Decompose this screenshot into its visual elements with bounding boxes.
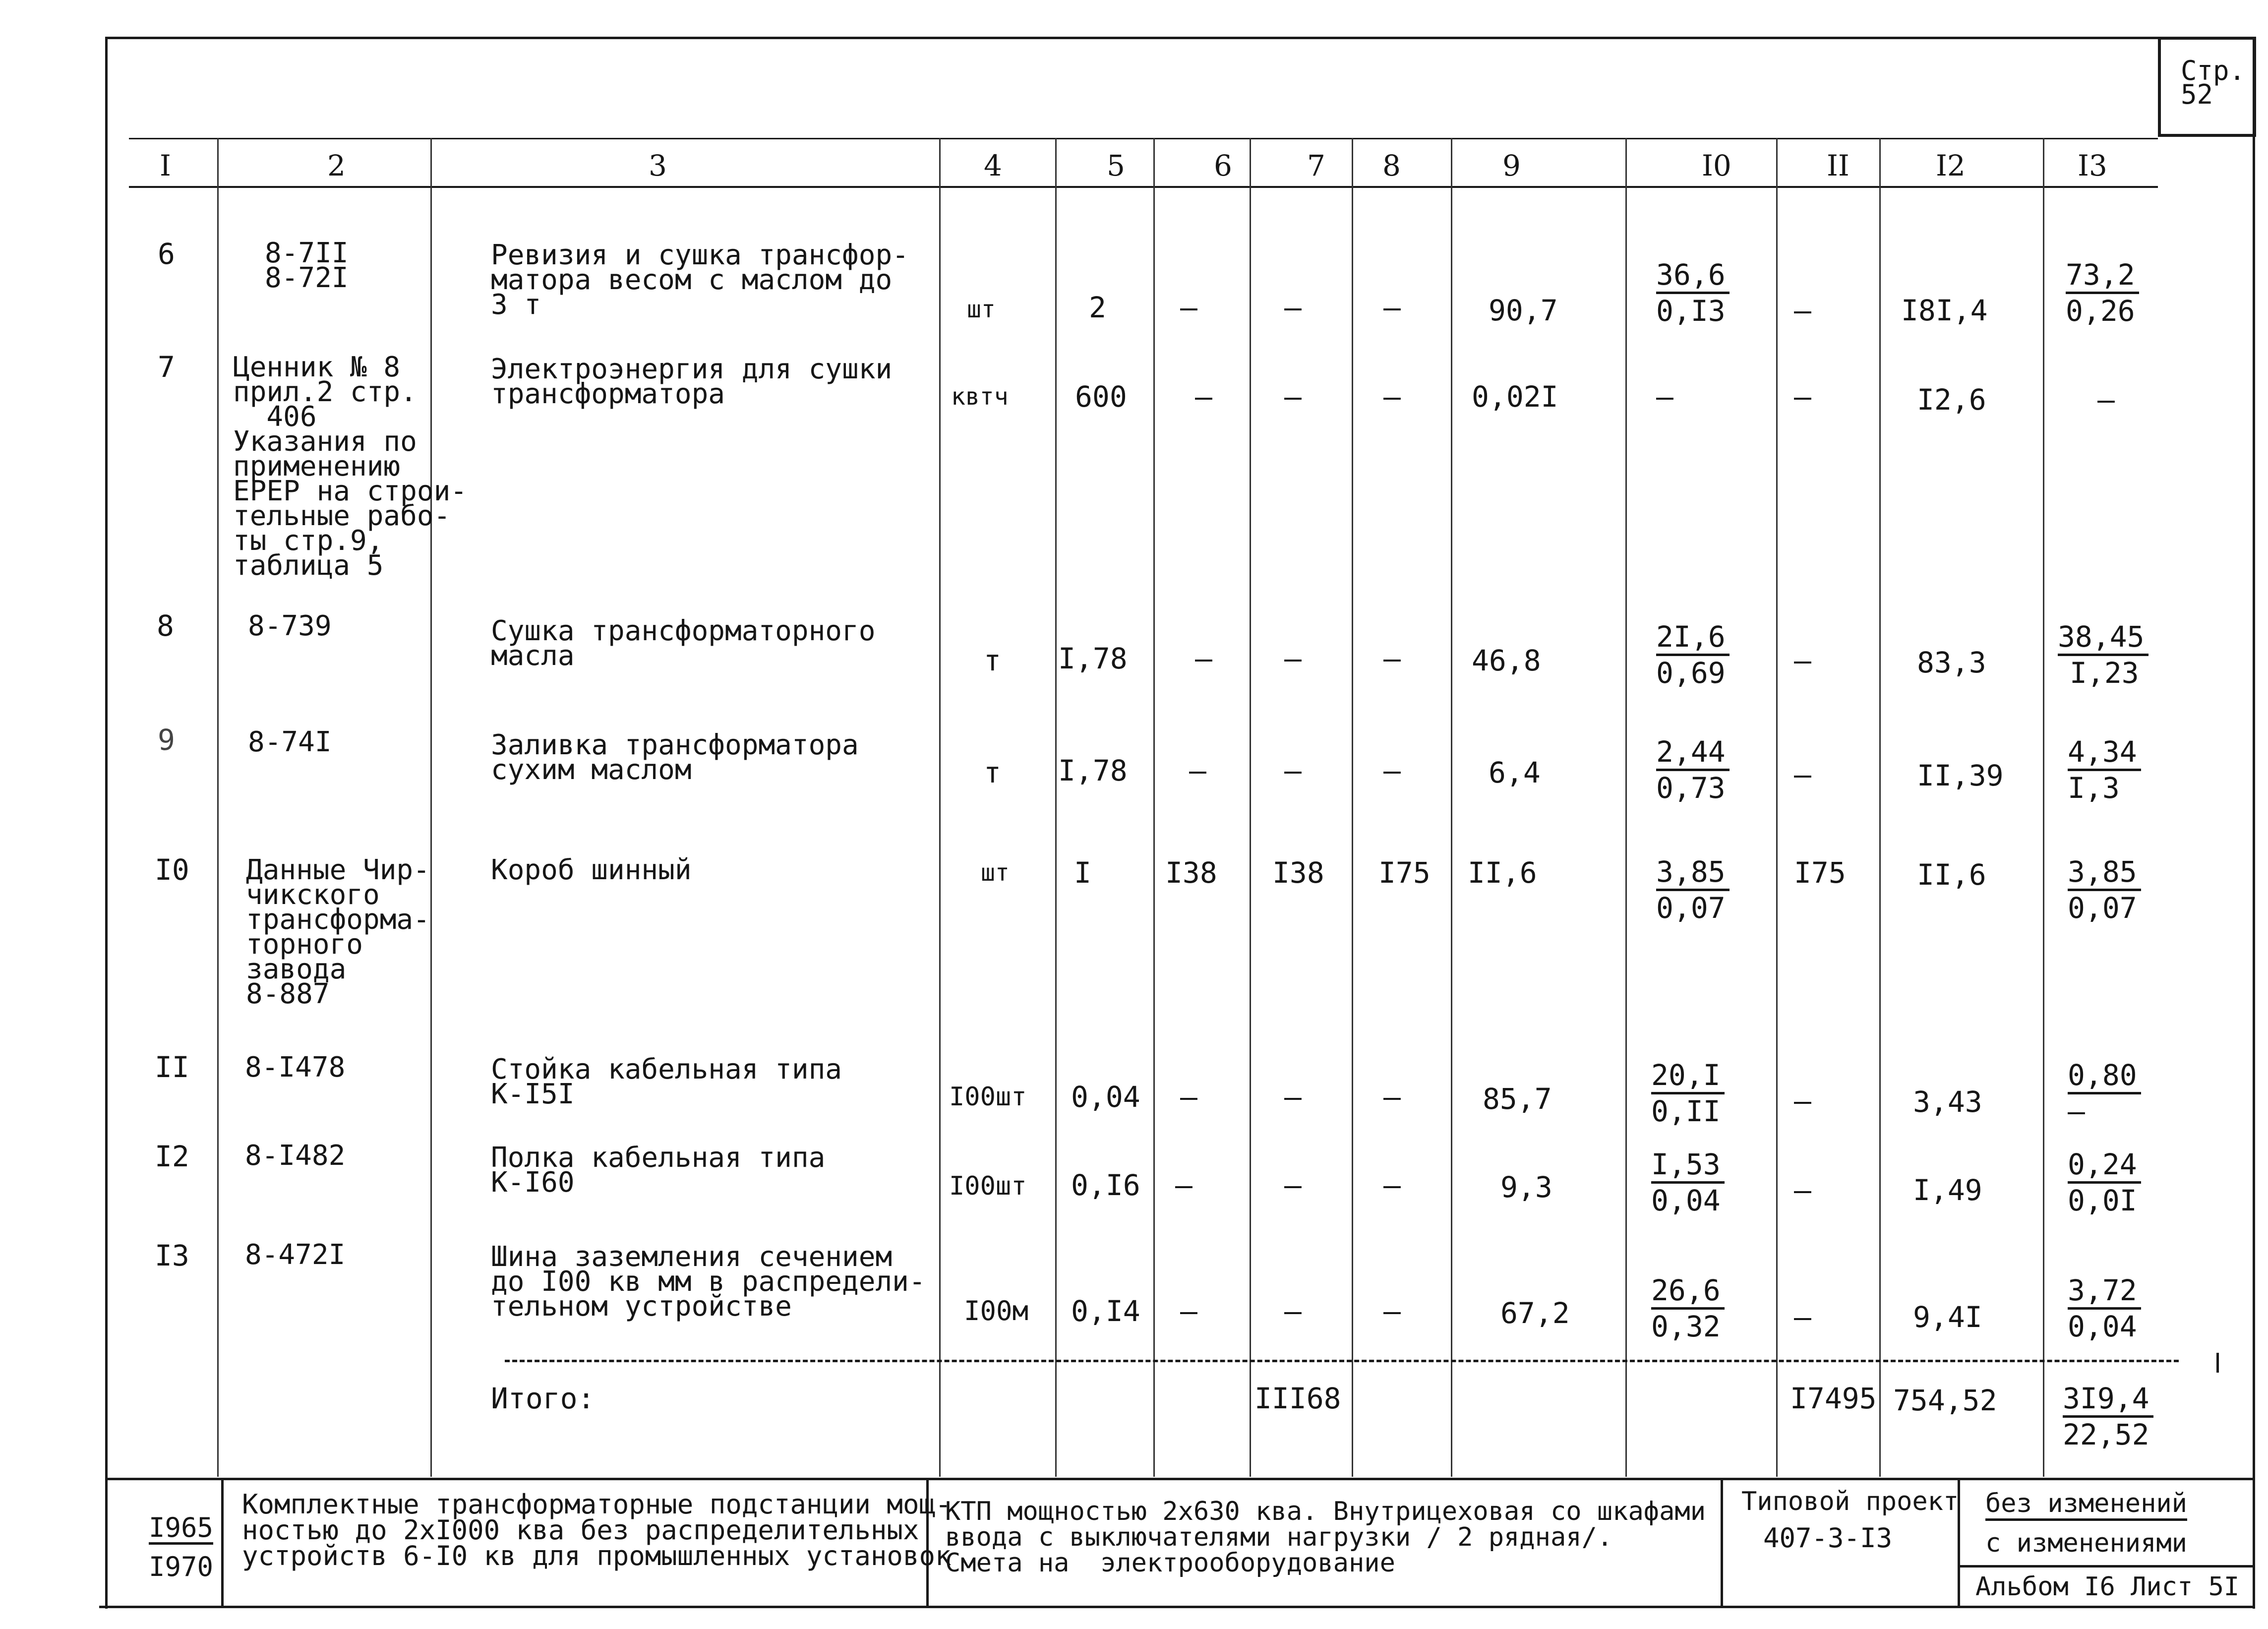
- footer-subject: КТП мощностью 2х630 ква. Внутрицеховая со шкафами ввода с выключателями нагрузки / 2 рядная/. Смета на электрооборудование: [945, 1497, 1706, 1578]
- total-label: Итого:: [491, 1382, 595, 1415]
- row-description: Короб шинный: [491, 854, 692, 886]
- row-c6: I38: [1165, 856, 1217, 890]
- row-c6: —: [1175, 1168, 1193, 1202]
- row-c10-fraction: [1656, 735, 1730, 805]
- row-c13-fraction: [2068, 1147, 2141, 1217]
- row-c6: –: [1180, 1080, 1197, 1114]
- row-c9: 6,4: [1489, 756, 1541, 789]
- col-header-12: I2: [1936, 149, 1966, 182]
- row-c11: –: [1794, 294, 1811, 327]
- row-description: Ревизия и сушка трансфор- матора весом с маслом до 3 т: [491, 239, 909, 321]
- row-c12: I8I,4: [1901, 294, 1988, 327]
- row-c9: II,6: [1468, 856, 1537, 890]
- col-sep-7: [1352, 138, 1353, 1477]
- col-sep-4: [1055, 138, 1057, 1477]
- row-unit: I00шт: [949, 1171, 1027, 1201]
- row-c10-fraction: [1651, 1273, 1725, 1343]
- row-qty: I,78: [1058, 642, 1128, 675]
- row-c7: –: [1284, 1080, 1302, 1114]
- row-c11: I75: [1794, 856, 1846, 890]
- total-c13-top: 3I9,4: [2063, 1382, 2153, 1418]
- row-c8: –: [1383, 1168, 1401, 1202]
- row-c13-top: 0,80: [2068, 1058, 2141, 1094]
- frame-bottom: [99, 1606, 2255, 1608]
- row-unit: т: [984, 644, 1001, 677]
- row-c7: I38: [1272, 856, 1324, 890]
- row-c12: I2,6: [1917, 383, 1986, 417]
- col-header-8: 8: [1382, 149, 1401, 182]
- row-qty: 0,I4: [1071, 1294, 1140, 1328]
- footer-project-number: 407-3-I3: [1763, 1522, 1893, 1554]
- row-unit: I00шт: [949, 1082, 1027, 1112]
- row-c10: –: [1656, 380, 1673, 414]
- row-c10-bottom: 0,32: [1651, 1310, 1721, 1343]
- row-description: Стойка кабельная типа К-I5I: [491, 1053, 842, 1110]
- row-code: 8-472I: [245, 1239, 346, 1271]
- row-c13-bottom: 0,0I: [2068, 1184, 2137, 1217]
- row-c8: –: [1383, 642, 1401, 675]
- row-code: Данные Чир- чикского трансформа- торного завода 8-887: [246, 854, 430, 1010]
- row-c13-top: 73,2: [2066, 258, 2139, 294]
- row-c13: –: [2097, 383, 2115, 417]
- footer-title: Комплектные трансформаторные подстанции мощ- ностью до 2хI000 ква без распределительных устройств 6-I0 кв для промышленных установок: [242, 1489, 952, 1571]
- total-c7: III68: [1254, 1382, 1341, 1415]
- col-sep-1: [217, 138, 219, 1477]
- row-c9: 67,2: [1500, 1296, 1570, 1330]
- row-number: 6: [158, 237, 175, 271]
- row-c13-bottom: 0,07: [2068, 891, 2137, 925]
- col-header-5: 5: [1107, 149, 1125, 182]
- col-header-13: I3: [2078, 149, 2107, 182]
- col-header-3: 3: [649, 149, 667, 182]
- row-c13-fraction: [2068, 855, 2141, 925]
- row-c13-bottom: 0,26: [2066, 294, 2135, 328]
- row-description: Полка кабельная типа К-I60: [491, 1142, 826, 1199]
- row-number: II: [155, 1050, 189, 1084]
- row-description: Заливка трансформатора сухим маслом: [491, 729, 859, 786]
- page-number: 52: [2181, 79, 2213, 110]
- row-c11: –: [1794, 644, 1811, 677]
- row-c12: II,6: [1917, 858, 1986, 892]
- row-c7: –: [1284, 291, 1302, 324]
- row-c7: –: [1284, 642, 1302, 675]
- row-number: I2: [155, 1140, 189, 1173]
- row-c10-fraction: [1656, 258, 1730, 328]
- col-sep-3: [939, 138, 941, 1477]
- row-qty: 0,I6: [1071, 1168, 1140, 1202]
- row-qty: 2: [1089, 291, 1106, 324]
- row-number: 7: [158, 350, 175, 384]
- frame-left: [105, 37, 108, 1609]
- row-c10-top: I,53: [1651, 1147, 1725, 1184]
- row-c8: –: [1383, 380, 1401, 414]
- col-header-10: I0: [1702, 149, 1731, 182]
- row-c10-fraction: [1656, 855, 1730, 925]
- row-c13-bottom: I,3: [2068, 771, 2120, 805]
- row-c13-top: 38,45: [2058, 620, 2149, 656]
- row-c11: –: [1794, 758, 1811, 791]
- row-qty: I,78: [1058, 754, 1128, 787]
- footer-sep-3: [1721, 1478, 1723, 1607]
- row-c11: –: [1794, 380, 1811, 414]
- row-c7: –: [1284, 1294, 1302, 1328]
- total-separator: [505, 1360, 2179, 1362]
- row-c10-bottom: 0,07: [1656, 891, 1726, 925]
- col-sep-8: [1451, 138, 1452, 1477]
- row-c6: –: [1195, 642, 1212, 675]
- col-sep-9: [1625, 138, 1627, 1477]
- row-code: 8-74I: [248, 726, 332, 758]
- row-c12: 9,4I: [1913, 1300, 1982, 1334]
- col-sep-6: [1250, 138, 1251, 1477]
- row-c13-bottom: I,23: [2070, 656, 2139, 690]
- row-c10-top: 20,I: [1651, 1058, 1725, 1094]
- row-c13-fraction: [2068, 1058, 2141, 1128]
- row-c9: 85,7: [1483, 1082, 1552, 1116]
- row-c7: –: [1284, 380, 1302, 414]
- header-line-top: [129, 138, 2158, 139]
- row-c8: –: [1383, 1080, 1401, 1114]
- total-c11: I7495: [1790, 1382, 1877, 1415]
- row-c11: –: [1794, 1173, 1811, 1207]
- col-header-1: I: [160, 149, 171, 182]
- row-c13-top: 0,24: [2068, 1147, 2141, 1184]
- row-c6: —: [1189, 754, 1206, 787]
- footer-year-bottom: I970: [149, 1551, 214, 1582]
- row-qty: 600: [1075, 380, 1127, 414]
- row-c9: 9,3: [1500, 1170, 1552, 1204]
- col-header-11: II: [1827, 149, 1850, 182]
- row-c13-fraction: [2058, 620, 2149, 690]
- row-c13-fraction: [2068, 1273, 2141, 1343]
- row-number: I3: [155, 1239, 189, 1272]
- row-unit: т: [984, 756, 1001, 789]
- row-c12: 83,3: [1917, 646, 1986, 679]
- col-sep-5: [1153, 138, 1155, 1477]
- row-c10-top: 26,6: [1651, 1273, 1725, 1310]
- row-number: 8: [157, 609, 174, 643]
- row-c12: I,49: [1913, 1173, 1982, 1207]
- row-c13-bottom: –: [2068, 1094, 2085, 1128]
- frame-right: [2253, 37, 2255, 1609]
- margin-tick: [2216, 1353, 2219, 1373]
- footer-album: Альбом I6 Лист 5I: [1975, 1572, 2240, 1602]
- page-label: Стр.: [2181, 55, 2246, 86]
- row-c10-fraction: [1651, 1058, 1725, 1128]
- row-c7: –: [1284, 1168, 1302, 1202]
- row-c8: –: [1383, 754, 1401, 787]
- row-c13-bottom: 0,04: [2068, 1310, 2137, 1343]
- footer-year-top: I965: [149, 1513, 213, 1545]
- frame-top: [105, 37, 2255, 39]
- row-c13-fraction: [2068, 735, 2141, 805]
- row-c6: –: [1195, 380, 1212, 414]
- footer-line-top: [105, 1478, 2255, 1480]
- row-c13-top: 3,72: [2068, 1273, 2141, 1310]
- row-c10-bottom: 0,I3: [1656, 294, 1726, 328]
- row-c13-top: 4,34: [2068, 735, 2141, 771]
- row-c11: –: [1794, 1084, 1811, 1118]
- row-number: I0: [155, 853, 189, 887]
- row-c10-fraction: [1656, 620, 1730, 690]
- footer-album-line: [1958, 1565, 2255, 1568]
- row-c10-bottom: 0,II: [1651, 1094, 1721, 1128]
- row-c6: –: [1180, 1294, 1197, 1328]
- row-c9: 0,02I: [1472, 380, 1558, 414]
- row-number: 9: [158, 723, 175, 757]
- col-header-6: 6: [1214, 149, 1232, 182]
- col-header-2: 2: [327, 149, 346, 182]
- row-code: 8-739: [248, 610, 332, 642]
- row-unit: шт: [981, 859, 1010, 887]
- row-c10-bottom: 0,69: [1656, 656, 1726, 690]
- col-sep-11: [1879, 138, 1881, 1477]
- row-c8: –: [1383, 291, 1401, 324]
- row-code: 8-I478: [245, 1051, 346, 1084]
- row-unit: I00м: [964, 1295, 1029, 1327]
- row-c8: I75: [1378, 856, 1431, 890]
- header-line-bottom: [129, 186, 2158, 188]
- row-c10-top: 3,85: [1656, 855, 1730, 891]
- row-code: 8-7II 8-72I: [265, 237, 349, 294]
- footer-sep-1: [221, 1478, 224, 1607]
- col-header-4: 4: [984, 149, 1002, 182]
- row-unit: шт: [967, 296, 996, 323]
- row-c10-top: 36,6: [1656, 258, 1730, 294]
- row-unit: квтч: [951, 383, 1009, 411]
- col-sep-10: [1776, 138, 1778, 1477]
- row-c6: –: [1180, 291, 1197, 324]
- row-c12: 3,43: [1913, 1085, 1982, 1119]
- row-c10-bottom: 0,73: [1656, 771, 1726, 805]
- total-c13-bottom: 22,52: [2063, 1418, 2149, 1451]
- row-description: Электроэнергия для сушки трансформатора: [491, 353, 893, 410]
- row-c13-top: 3,85: [2068, 855, 2141, 891]
- row-c10-bottom: 0,04: [1651, 1184, 1721, 1217]
- row-c7: –: [1284, 754, 1302, 787]
- row-code: Ценник № 8 прил.2 стр. 406 Указания по применению ЕРЕР на строи- тельные рабо- ты стр.9, таблица 5: [233, 351, 468, 582]
- col-header-9: 9: [1502, 149, 1521, 182]
- col-sep-12: [2043, 138, 2044, 1477]
- row-c11: –: [1794, 1300, 1811, 1334]
- row-description: Шина заземления сечением до I00 кв мм в распредели- тельном устройстве: [491, 1241, 926, 1323]
- row-c8: –: [1383, 1294, 1401, 1328]
- footer-project-label: Типовой проект: [1741, 1487, 1959, 1516]
- col-header-7: 7: [1307, 149, 1325, 182]
- row-c12: II,39: [1917, 759, 2004, 792]
- col-sep-2: [430, 138, 432, 1477]
- row-c10-top: 2,44: [1656, 735, 1730, 771]
- total-c13-fraction: [2063, 1382, 2153, 1451]
- row-code: 8-I482: [245, 1140, 346, 1172]
- total-c12: 754,52: [1893, 1384, 1997, 1417]
- row-c10-fraction: [1651, 1147, 1725, 1217]
- row-qty: I: [1074, 856, 1091, 890]
- row-description: Сушка трансформаторного масла: [491, 615, 876, 672]
- footer-variant-1: без изменений: [1985, 1489, 2187, 1521]
- row-c9: 90,7: [1489, 294, 1558, 327]
- row-c10-top: 2I,6: [1656, 620, 1730, 656]
- row-c13-fraction: [2066, 258, 2139, 328]
- footer-variant-2: с изменениями: [1985, 1528, 2187, 1558]
- row-qty: 0,04: [1071, 1080, 1140, 1114]
- row-c9: 46,8: [1472, 644, 1541, 677]
